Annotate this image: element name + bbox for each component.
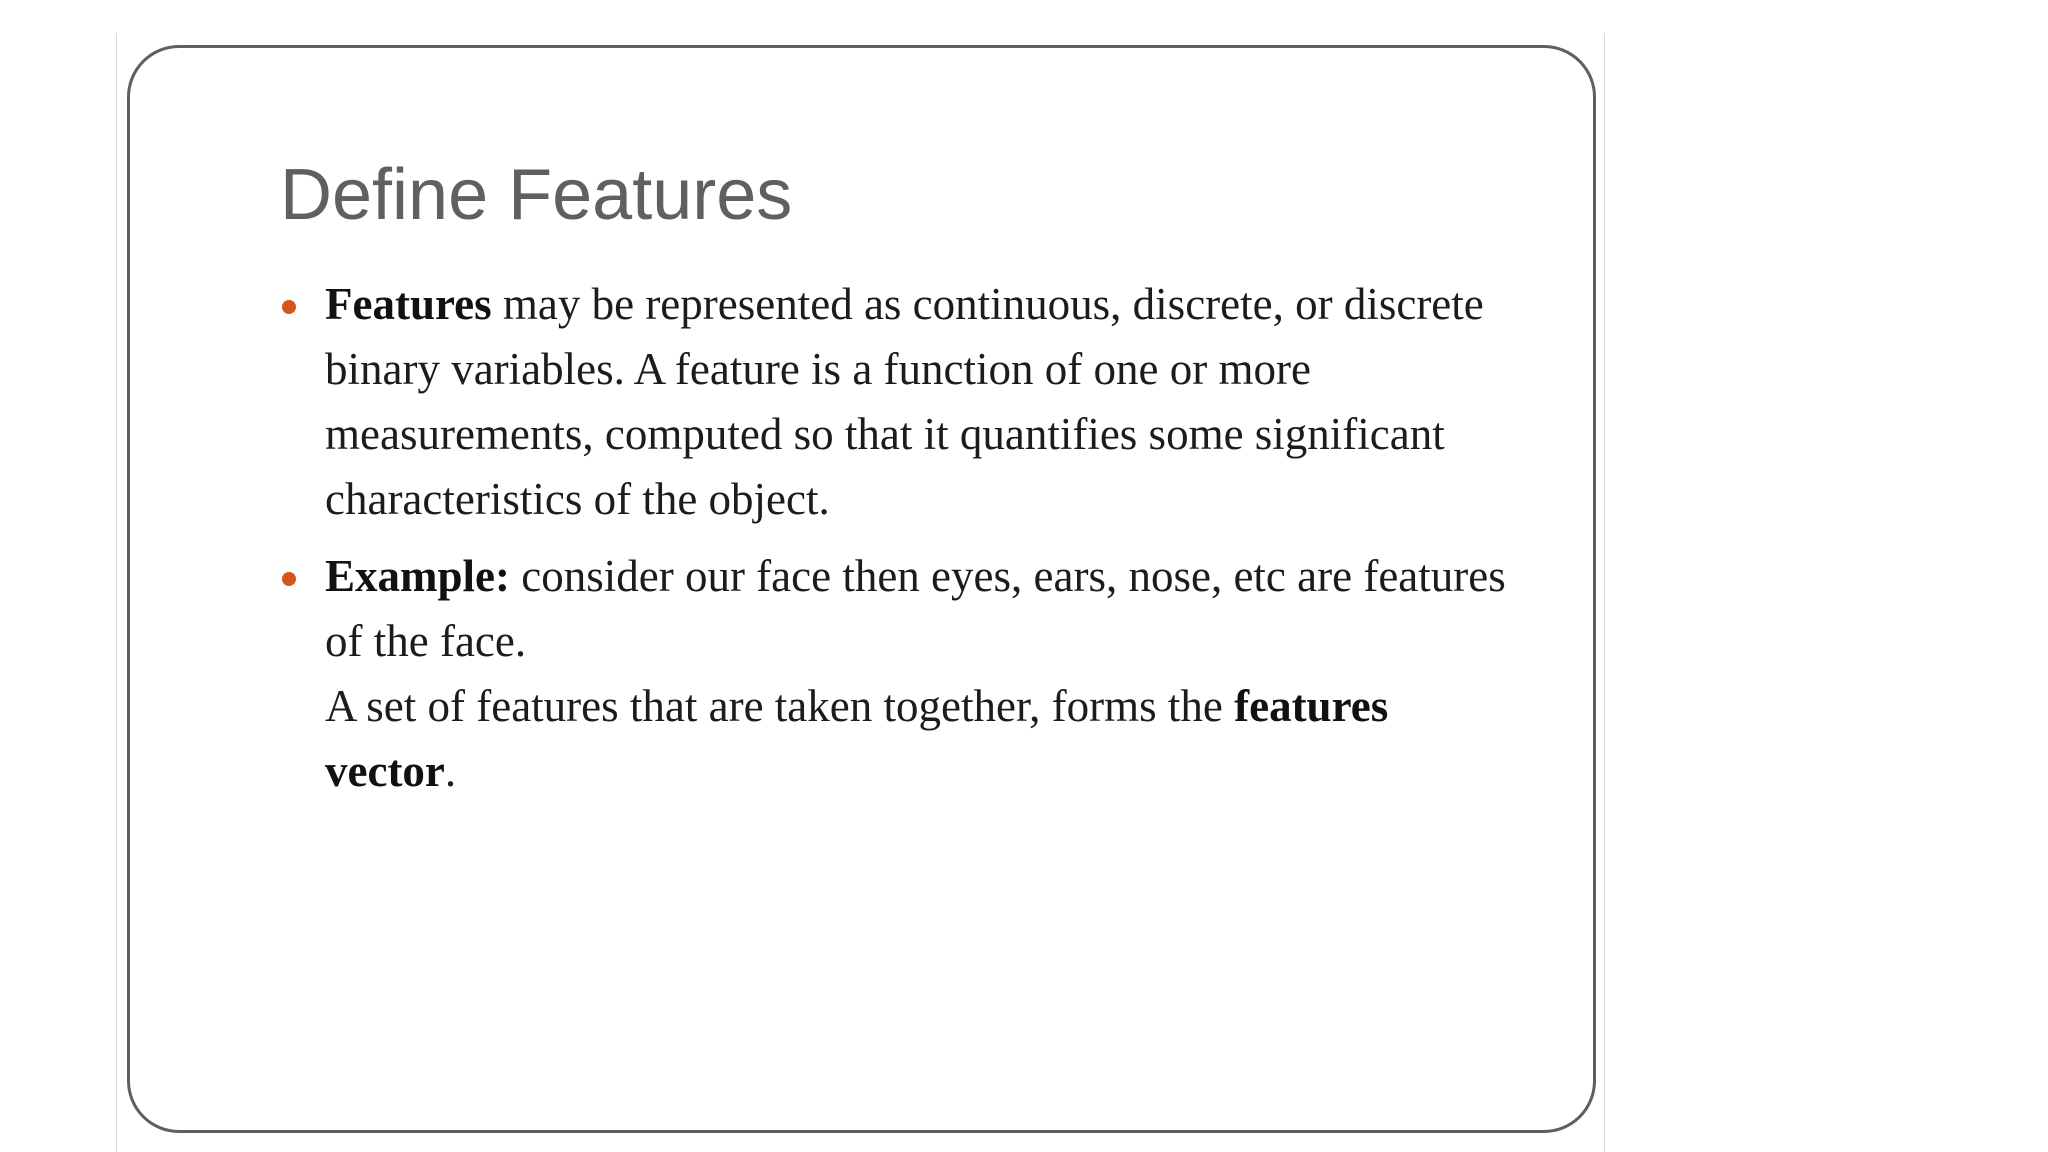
bullet-marker-icon <box>282 300 296 314</box>
bullet-list <box>280 272 1530 816</box>
bullet-lead: Example: <box>325 551 510 601</box>
bullet-marker-icon <box>282 572 296 586</box>
bullet-item-features <box>280 272 1530 532</box>
features-vector-term: features vector <box>325 681 1389 796</box>
bullet-item-example <box>280 544 1530 804</box>
bullet-lead: Features <box>325 279 492 329</box>
bullet-continuation <box>325 674 1530 804</box>
slide-title: Define Features <box>280 155 793 235</box>
bullet-text: consider our face then eyes, ears, nose, etc are features of the face. <box>325 551 1506 666</box>
bullet-text: may be represented as continuous, discrete, or discrete binary variables. A feature is a function of one or more measurements, computed so that it quantifies some significant characteristics of the object. <box>325 279 1484 524</box>
continuation-period: . <box>444 746 457 796</box>
continuation-text: A set of features that are taken together, forms the <box>325 681 1235 731</box>
